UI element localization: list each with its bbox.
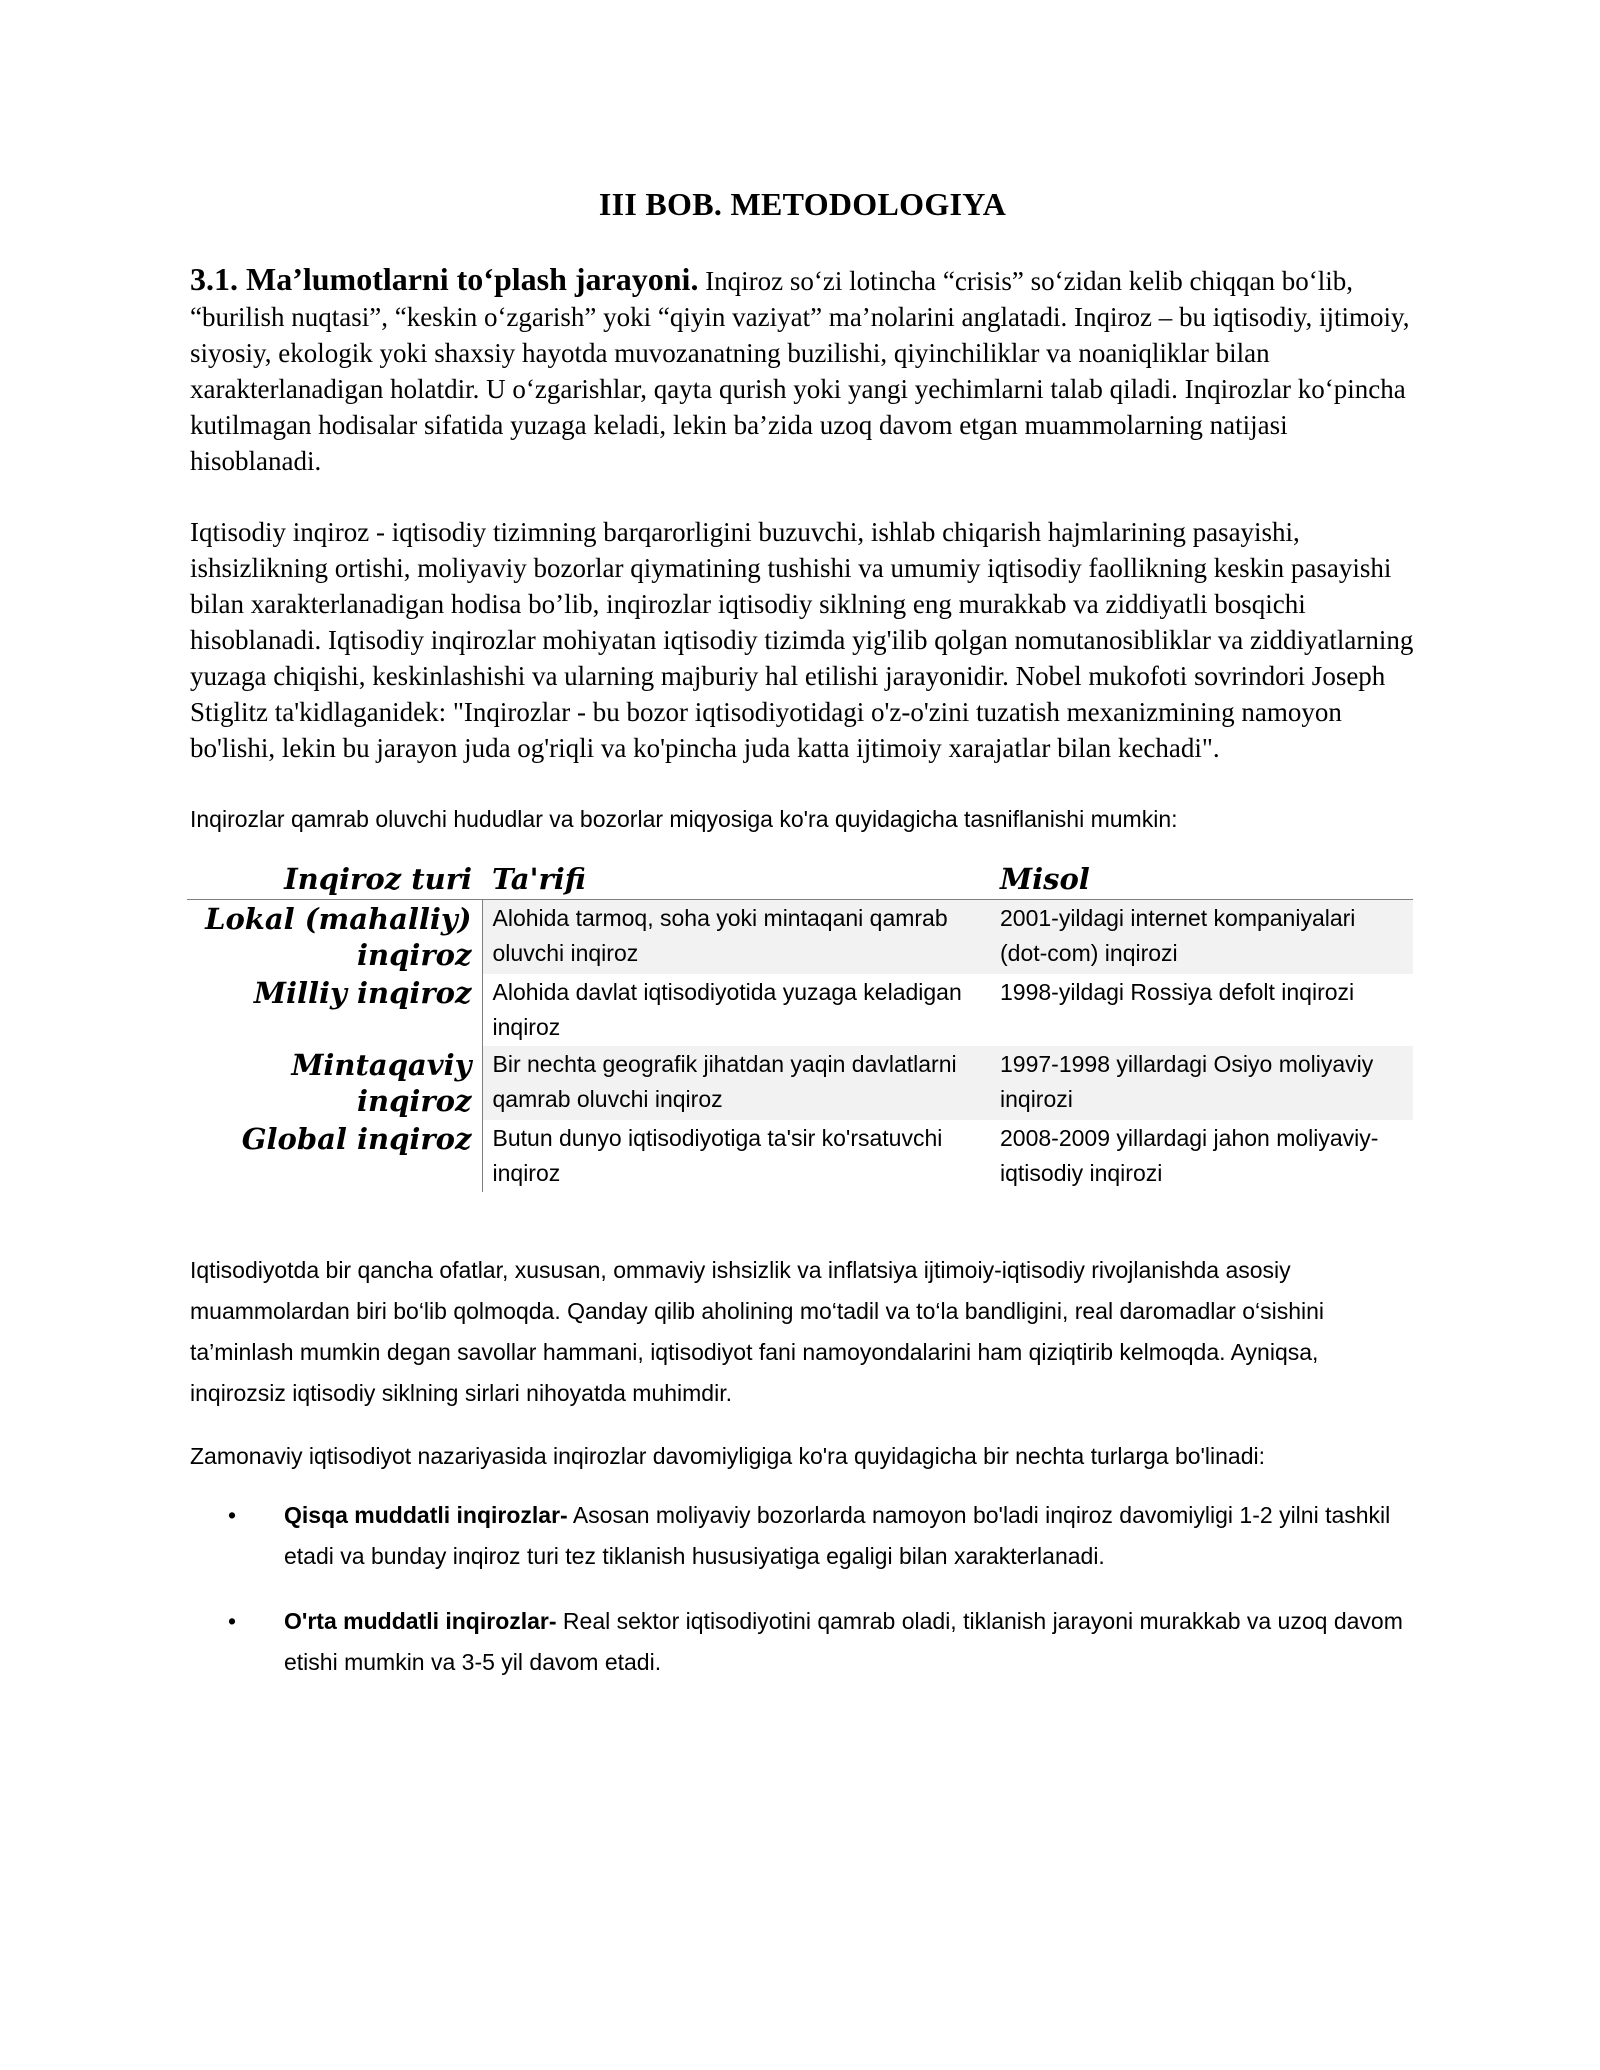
row-example: 2008-2009 yillardagi jahon moliyaviy-iqtisodiy inqirozi (1000, 1125, 1379, 1186)
bullet-marker: • (228, 1608, 237, 1634)
table-row (187, 900, 1413, 975)
list-item (190, 1601, 1415, 1683)
table-row (187, 1046, 1413, 1120)
paragraph-duration-intro: Zamonaviy iqtisodiyot nazariyasida inqirozlar davomiyligiga ko'ra quyidagicha bir nechta turlarga bo'linadi: (190, 1443, 1266, 1469)
section-heading: 3.1. Ma’lumotlarni to‘plash jarayoni. (190, 261, 699, 297)
row-definition: Alohida tarmoq, soha yoki mintaqani qamrab oluvchi inqiroz (482, 900, 990, 975)
row-definition: Bir nechta geografik jihatdan yaqin davlatlarni qamrab oluvchi inqiroz (482, 1046, 990, 1120)
list-item-term: Qisqa muddatli inqirozlar- (284, 1502, 568, 1528)
row-definition: Alohida davlat iqtisodiyotida yuzaga keladigan inqiroz (492, 979, 962, 1040)
crisis-types-table (187, 859, 1413, 1192)
table-header-row (187, 859, 1413, 900)
list-item (190, 1495, 1415, 1577)
chapter-title: III BOB. METODOLOGIYA (598, 186, 1007, 222)
row-example: 1997-1998 yillardagi Osiyo moliyaviy inqirozi (990, 1046, 1413, 1120)
header-definition: Ta'rifi (482, 859, 990, 900)
row-example: 1998-yildagi Rossiya defolt inqirozi (1000, 979, 1355, 1005)
header-type: Inqiroz turi (187, 859, 482, 900)
list-item-term: O'rta muddatli inqirozlar- (284, 1608, 557, 1634)
row-definition: Butun dunyo iqtisodiyotiga ta'sir ko'rsatuvchi inqiroz (492, 1125, 943, 1186)
list-item-text: Real sektor iqtisodiyotini qamrab oladi, tiklanish jarayoni murakkab va uzoq davom etishi mumkin va 3-5 yil davom etadi. (284, 1608, 1403, 1675)
row-type: Global inqiroz (187, 1120, 482, 1192)
paragraph-unemployment: Iqtisodiyotda bir qancha ofatlar, xususan, ommaviy ishsizlik va inflatsiya ijtimoiy-iqtisodiy rivojlanishda asosiy muammolardan biri bo‘lib qolmoqda. Qanday qilib aholining mo‘tadil va to‘la bandligini, real daromadlar o‘sishini ta’minlash mumkin degan savollar hammani, iqtisodiyot fani namoyondalarini ham qiziqtirib kelmoqda. Ayniqsa, inqirozsiz iqtisodiy siklning sirlari nihoyatda muhimdir. (190, 1257, 1325, 1406)
paragraph-definition-body: Inqiroz so‘zi lotincha “crisis” so‘zidan kelib chiqqan bo‘lib, “burilish nuqtasi”, “keskin o‘zgarish” yoki “qiyin vaziyat” ma’nolarini anglatadi. Inqiroz – bu iqtisodiy, ijtimoiy, siyosiy, ekologik yoki shaxsiy hayotda muvozanatning buzilishi, qiyinchiliklar va noaniqliklar bilan xarakterlanadigan holatdir. U o‘zgarishlar, qayta qurish yoki yangi yechimlarni talab qiladi. Inqirozlar ko‘pincha kutilmagan hodisalar sifatida yuzaga keladi, lekin ba’zida uzoq davom etgan muammolarning natijasi hisoblanadi. (190, 266, 1410, 476)
duration-list (190, 1495, 1415, 1683)
document-page (190, 186, 1415, 1707)
table-row (187, 1120, 1413, 1192)
list-item-text: Asosan moliyaviy bozorlarda namoyon bo'ladi inqiroz davomiyligi 1-2 yilni tashkil etadi va bunday inqiroz turi tez tiklanish hususiyatiga egaligi bilan xarakterlanadi. (284, 1502, 1391, 1569)
paragraph-economic-crisis: Iqtisodiy inqiroz - iqtisodiy tizimning barqarorligini buzuvchi, ishlab chiqarish hajmlarining pasayishi, ishsizlikning ortishi, moliyaviy bozorlar qiymatining tushishi va umumiy iqtisodiy faollikning keskin pasayishi bilan xarakterlanadigan hodisa bo’lib, inqirozlar iqtisodiy siklning eng murakkab va ziddiyatli bosqichi hisoblanadi. Iqtisodiy inqirozlar mohiyatan iqtisodiy tizimda yig'ilib qolgan nomutanosibliklar va ziddiyatlarning yuzaga chiqishi, keskinlashishi va ularning majburiy hal etilishi jarayonidir. Nobel mukofoti sovrindori Joseph Stiglitz ta'kidlaganidek: "Inqirozlar - bu bozor iqtisodiyotidagi o'z-o'zini tuzatish mexanizmining namoyon bo'lishi, lekin bu jarayon juda og'riqli va ko'pincha juda katta ijtimoiy xarajatlar bilan kechadi". (190, 517, 1414, 763)
row-type: Milliy inqiroz (187, 974, 482, 1046)
table-intro: Inqirozlar qamrab oluvchi hududlar va bozorlar miqyosiga ko'ra quyidagicha tasniflanishi mumkin: (190, 806, 1178, 832)
header-example: Misol (990, 859, 1413, 900)
bullet-marker: • (228, 1502, 237, 1528)
row-type: Mintaqaviy inqiroz (187, 1046, 482, 1120)
row-example: 2001-yildagi internet kompaniyalari (dot-com) inqirozi (990, 900, 1413, 975)
paragraph-definition (190, 261, 1415, 479)
table-row (187, 974, 1413, 1046)
row-type: Lokal (mahalliy) inqiroz (187, 900, 482, 975)
